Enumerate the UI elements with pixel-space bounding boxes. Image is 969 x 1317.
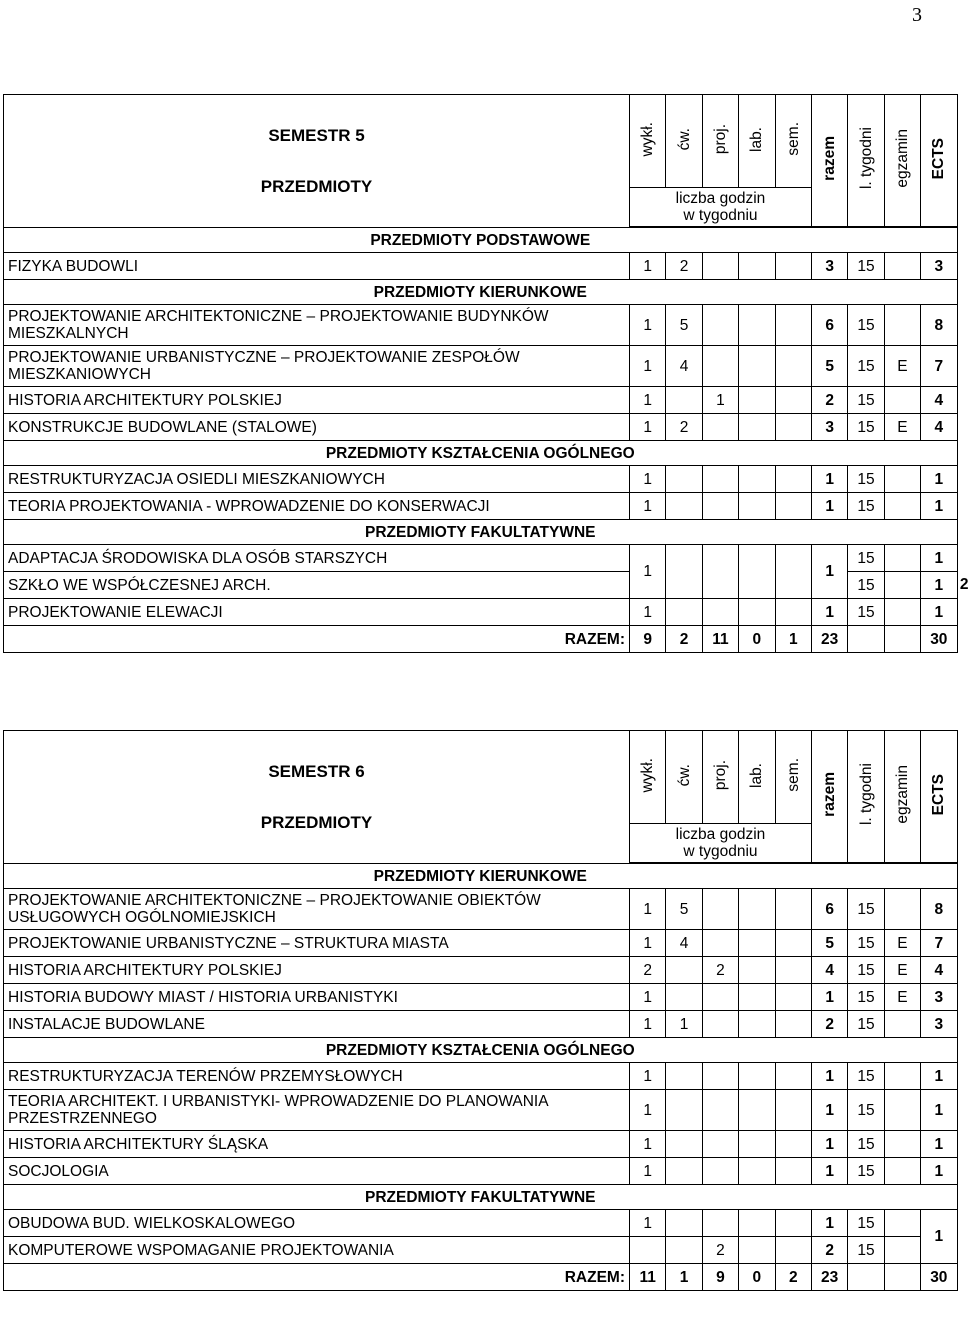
col-razem: razem: [811, 731, 847, 863]
table-row: RESTRUKTURYZACJA TERENÓW PRZEMYSŁOWYCH 1 1 15 1: [4, 1063, 958, 1090]
semester-title: SEMESTR 5: [268, 126, 365, 145]
page-number: 3: [912, 4, 922, 26]
hours-caption: liczba godzin w tygodniu: [630, 824, 812, 863]
hours-caption: liczba godzin w tygodniu: [630, 188, 812, 227]
section-title: PRZEDMIOTY KSZTAŁCENIA OGÓLNEGO: [4, 441, 958, 466]
col-wykl: wykł.: [630, 95, 666, 188]
col-proj: proj.: [702, 95, 738, 188]
col-weeks: l. tygodni: [848, 95, 884, 227]
subjects-header: [4, 731, 630, 864]
table-row: PROJEKTOWANIE ARCHITEKTONICZNE – PROJEKTOWANIE BUDYNKÓW MIESZKALNYCH 1 5 6 15 8: [4, 305, 958, 346]
section-title: PRZEDMIOTY PODSTAWOWE: [4, 228, 958, 253]
col-razem: razem: [811, 95, 847, 227]
section-title: PRZEDMIOTY KIERUNKOWE: [4, 280, 958, 305]
table-row: TEORIA ARCHITEKT. I URBANISTYKI- WPROWADZENIE DO PLANOWANIA PRZESTRZENNEGO 1 1 15 1: [4, 1090, 958, 1131]
table-row: TEORIA PROJEKTOWANIA - WPROWADZENIE DO KONSERWACJI 1 1 15 1: [4, 493, 958, 520]
table-row: SOCJOLOGIA 1 1 15 1: [4, 1158, 958, 1185]
col-exam: egzamin: [884, 731, 920, 863]
col-ects: ECTS: [921, 731, 957, 863]
subjects-header: [4, 95, 630, 228]
subjects-header-label: PRZEDMIOTY: [260, 813, 373, 832]
col-lab: lab.: [739, 95, 775, 188]
col-sem: sem.: [775, 95, 811, 188]
fakultatywne-ects-total: 2: [959, 576, 969, 593]
table-row: HISTORIA BUDOWY MIAST / HISTORIA URBANISTYKI 1 1 15 E 3: [4, 984, 958, 1011]
fakultatywne-ects-total: 1: [921, 1210, 957, 1264]
col-proj: proj.: [702, 731, 738, 824]
col-exam: egzamin: [884, 95, 920, 227]
table-row: KONSTRUKCJE BUDOWLANE (STALOWE) 1 2 3 15 E 4: [4, 414, 958, 441]
col-cw: ćw.: [666, 95, 702, 188]
table-row: FIZYKA BUDOWLI 1 2 3 15 3: [4, 253, 958, 280]
col-weeks: l. tygodni: [848, 731, 884, 863]
table-row: HISTORIA ARCHITEKTURY POLSKIEJ 2 2 4 15 E 4: [4, 957, 958, 984]
table-row: PROJEKTOWANIE ARCHITEKTONICZNE – PROJEKTOWANIE OBIEKTÓW USŁUGOWYCH OGÓLNOMIEJSKICH 1 5 6 15 8: [4, 889, 958, 930]
col-lab: lab.: [739, 731, 775, 824]
total-row: RAZEM: 9 2 11 0 1 23 30: [4, 626, 958, 653]
total-row: RAZEM: 11 1 9 0 2 23 30: [4, 1264, 958, 1291]
semester-6-table: [3, 730, 958, 1291]
table-row: KOMPUTEROWE WSPOMAGANIE PROJEKTOWANIA 2 2 15: [4, 1237, 958, 1264]
col-sem: sem.: [775, 731, 811, 824]
table-row: RESTRUKTURYZACJA OSIEDLI MIESZKANIOWYCH 1 1 15 1: [4, 466, 958, 493]
table-row: HISTORIA ARCHITEKTURY ŚLĄSKA 1 1 15 1: [4, 1131, 958, 1158]
section-title: PRZEDMIOTY FAKULTATYWNE: [4, 520, 958, 545]
section-title: PRZEDMIOTY KSZTAŁCENIA OGÓLNEGO: [4, 1038, 958, 1063]
table-row: ADAPTACJA ŚRODOWISKA DLA OSÓB STARSZYCH 1 1 15 1: [4, 545, 958, 572]
col-wykl: wykł.: [630, 731, 666, 824]
section-title: PRZEDMIOTY KIERUNKOWE: [4, 864, 958, 889]
table-row: SZKŁO WE WSPÓŁCZESNEJ ARCH. 15 1 2: [4, 572, 958, 599]
table-row: PROJEKTOWANIE URBANISTYCZNE – STRUKTURA MIASTA 1 4 5 15 E 7: [4, 930, 958, 957]
col-ects: ECTS: [921, 95, 957, 227]
semester-title: SEMESTR 6: [268, 762, 365, 781]
col-cw: ćw.: [666, 731, 702, 824]
subjects-header-label: PRZEDMIOTY: [260, 177, 373, 196]
table-row: PROJEKTOWANIE URBANISTYCZNE – PROJEKTOWANIE ZESPOŁÓW MIESZKANIOWYCH 1 4 5 15 E 7: [4, 346, 958, 387]
table-row: HISTORIA ARCHITEKTURY POLSKIEJ 1 1 2 15 4: [4, 387, 958, 414]
section-title: PRZEDMIOTY FAKULTATYWNE: [4, 1185, 958, 1210]
table-row: OBUDOWA BUD. WIELKOSKALOWEGO 1 1 15 1: [4, 1210, 958, 1237]
table-row: PROJEKTOWANIE ELEWACJI 1 1 15 1: [4, 599, 958, 626]
table-row: INSTALACJE BUDOWLANE 1 1 2 15 3: [4, 1011, 958, 1038]
semester-5-table: [3, 94, 969, 653]
